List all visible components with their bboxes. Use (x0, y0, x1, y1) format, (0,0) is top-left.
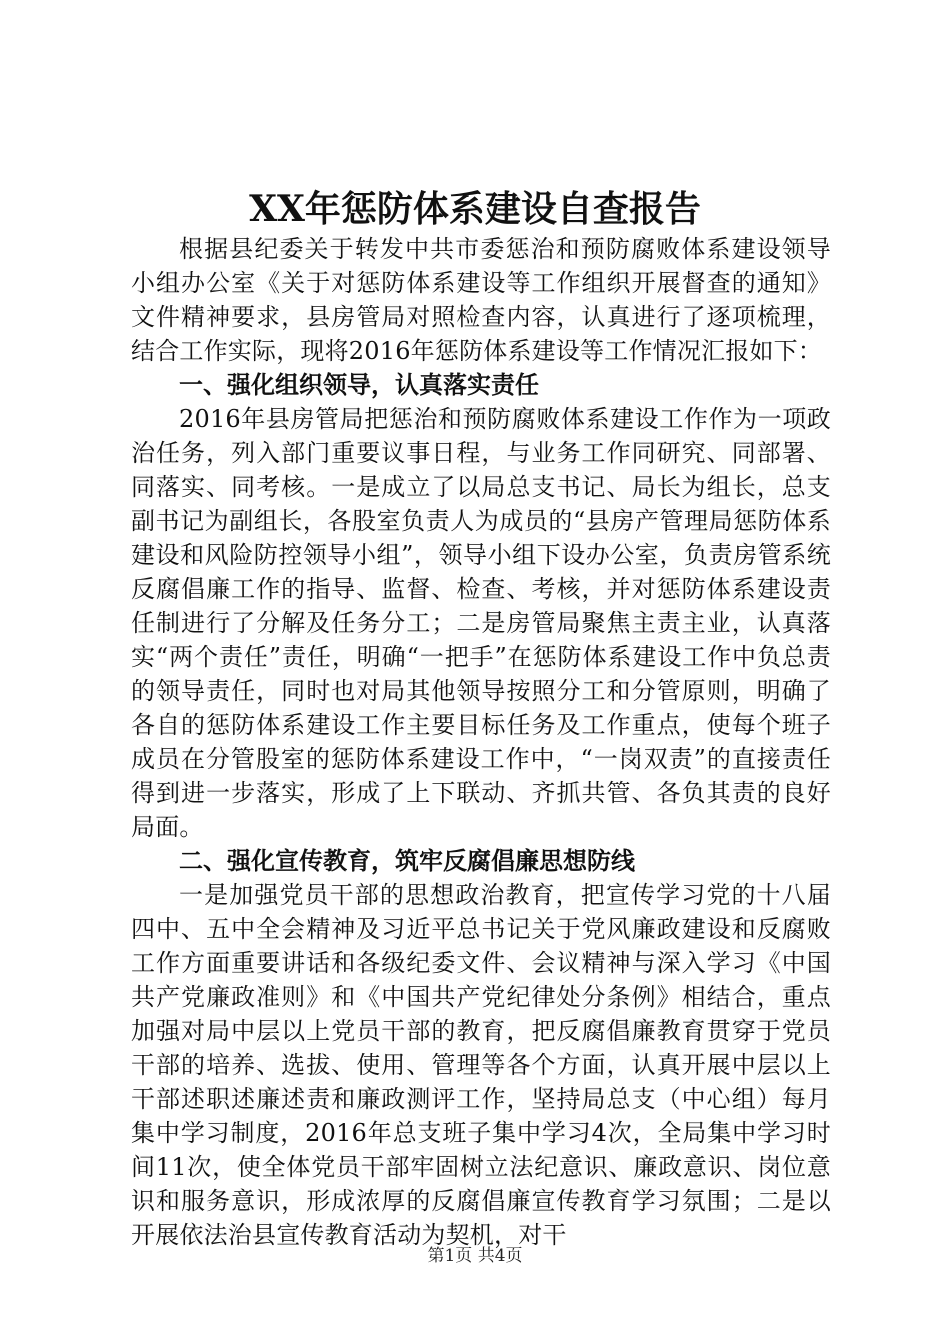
document-title: XX年惩防体系建设自查报告 (249, 188, 701, 230)
intro-paragraph: 根据县纪委关于转发中共市委惩治和预防腐败体系建设领导小组办公室《关于对惩防体系建设等工作组织开展督查的通知》文件精神要求，县房管局对照检查内容，认真进行了逐项梳理，结合工作实际，现将2016年惩防体系建设等工作情况汇报如下： (131, 235, 831, 365)
section-heading-2: 二、强化宣传教育，筑牢反腐倡廉思想防线 (179, 846, 635, 875)
page-footer: 第1页 共4页 (427, 1246, 523, 1266)
section-heading-1: 一、强化组织领导，认真落实责任 (179, 370, 539, 399)
document-body (131, 232, 831, 1252)
section-body-2: 一是加强党员干部的思想政治教育，把宣传学习党的十八届四中、五中全会精神及习近平总书记关于党风廉政建设和反腐败工作方面重要讲话和各级纪委文件、会议精神与深入学习《中国共产党廉政准则》和《中国共产党纪律处分条例》相结合，重点加强对局中层以上党员干部的教育，把反腐倡廉教育贯穿于党员干部的培养、选拔、使用、管理等各个方面，认真开展中层以上干部述职述廉述责和廉政测评工作，坚持局总支（中心组）每月集中学习制度，2016年总支班子集中学习4次，全局集中学习时间11次，使全体党员干部牢固树立法纪意识、廉政意识、岗位意识和服务意识，形成浓厚的反腐倡廉宣传教育学习氛围；二是以开展依法治县宣传教育活动为契机，对干 (131, 881, 831, 1249)
section-body-1: 2016年县房管局把惩治和预防腐败体系建设工作作为一项政治任务，列入部门重要议事日程，与业务工作同研究、同部署、同落实、同考核。一是成立了以局总支书记、局长为组长，总支副书记为副组长，各股室负责人为成员的“县房产管理局惩防体系建设和风险防控领导小组”，领导小组下设办公室，负责房管系统反腐倡廉工作的指导、监督、检查、考核，并对惩防体系建设责任制进行了分解及任务分工；二是房管局聚焦主责主业，认真落实“两个责任”责任，明确“一把手”在惩防体系建设工作中负总责的领导责任，同时也对局其他领导按照分工和分管原则，明确了各自的惩防体系建设工作主要目标任务及工作重点，使每个班子成员在分管股室的惩防体系建设工作中，“一岗双责”的直接责任得到进一步落实，形成了上下联动、齐抓共管、各负其责的良好局面。 (131, 405, 831, 841)
